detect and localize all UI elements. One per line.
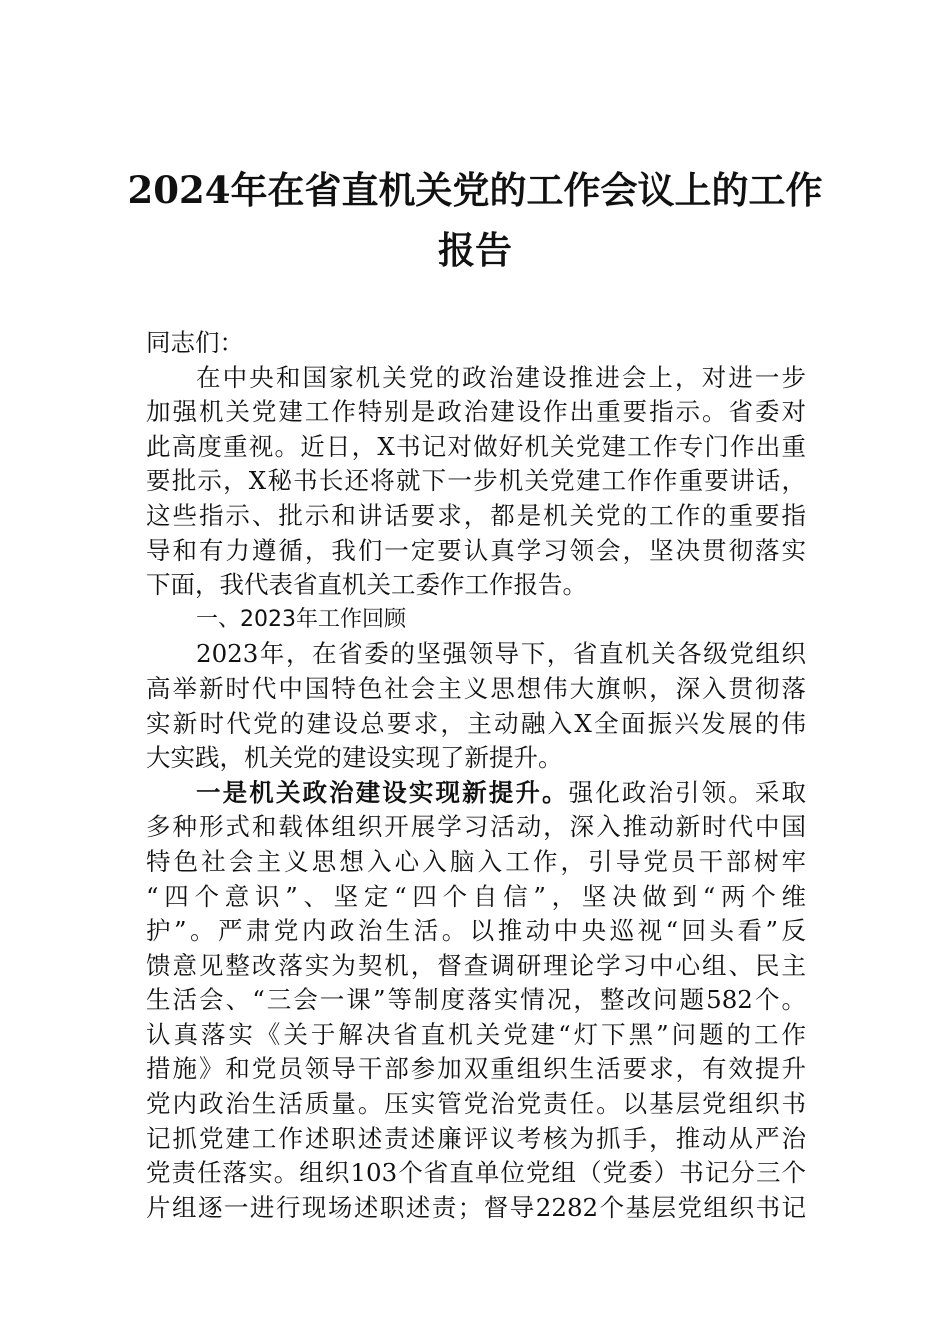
paragraph-line: 片组逐一进行现场述职述责；督导2282个基层党组织书记 [146,1192,806,1222]
paragraph-line: 护”。严肃党内政治生活。以推动中央巡视“回头看”反 [146,916,806,946]
paragraph-2 [146,637,806,775]
paragraph-line: 加强机关党建工作特别是政治建设作出重要指示。省委对 [146,397,806,427]
title-line-2: 报告 [438,228,512,272]
paragraph-line: 多种形式和载体组织开展学习活动，深入推动新时代中国 [146,812,806,842]
paragraph-first-line [146,776,806,811]
paragraph-3 [146,776,806,1226]
paragraph-line: 导和有力遵循，我们一定要认真学习领会，坚决贯彻落实 [146,535,806,565]
paragraph-line: 下面，我代表省直机关工委作工作报告。 [146,570,587,600]
paragraph-line: 实新时代党的建设总要求，主动融入X全面振兴发展的伟 [146,708,806,738]
paragraph-line-rest: 强化政治引领。采取 [568,777,807,807]
paragraph-line: 记抓党建工作述职述责述廉评议考核为抓手，推动从严治 [146,1123,806,1153]
paragraph-line: 特色社会主义思想入心入脑入工作，引导党员干部树牢 [146,846,806,876]
paragraph-line: 大实践，机关党的建设实现了新提升。 [146,743,563,773]
paragraph-line: 生活会、“三会一课”等制度落实情况，整改问题582个。 [146,985,806,1015]
paragraph-line: 党内政治生活质量。压实管党治党责任。以基层党组织书 [146,1089,806,1119]
salutation: 同志们： [146,328,244,357]
paragraph-line: “四个意识”、坚定“四个自信”，坚决做到“两个维 [146,881,806,911]
paragraph-1 [146,361,806,603]
bold-lead: 一是机关政治建设实现新提升。 [196,777,569,807]
section-heading: 一、2023年工作回顾 [196,606,406,632]
paragraph-line: 此高度重视。近日，X书记对做好机关党建工作专门作出重 [146,431,806,461]
paragraph-line: 认真落实《关于解决省直机关党建“灯下黑”问题的工作 [146,1019,806,1049]
paragraph-line: 高举新时代中国特色社会主义思想伟大旗帜，深入贯彻落 [146,673,806,703]
title-line-1: 2024年在省直机关党的工作会议上的工作 [127,168,823,212]
paragraph-line: 要批示，X秘书长还将就下一步机关党建工作作重要讲话， [146,466,806,496]
paragraph-line: 党责任落实。组织103个省直单位党组（党委）书记分三个 [146,1158,806,1188]
paragraph-line: 2023年，在省委的坚强领导下，省直机关各级党组织 [196,639,806,669]
paragraph-line: 馈意见整改落实为契机，督查调研理论学习中心组、民主 [146,950,806,980]
paragraph-line: 措施》和党员领导干部参加双重组织生活要求，有效提升 [146,1054,806,1084]
paragraph-line: 在中央和国家机关党的政治建设推进会上，对进一步 [196,362,806,392]
paragraph-line: 这些指示、批示和讲话要求，都是机关党的工作的重要指 [146,500,806,530]
document-body [146,326,806,1225]
document-title [120,160,830,280]
